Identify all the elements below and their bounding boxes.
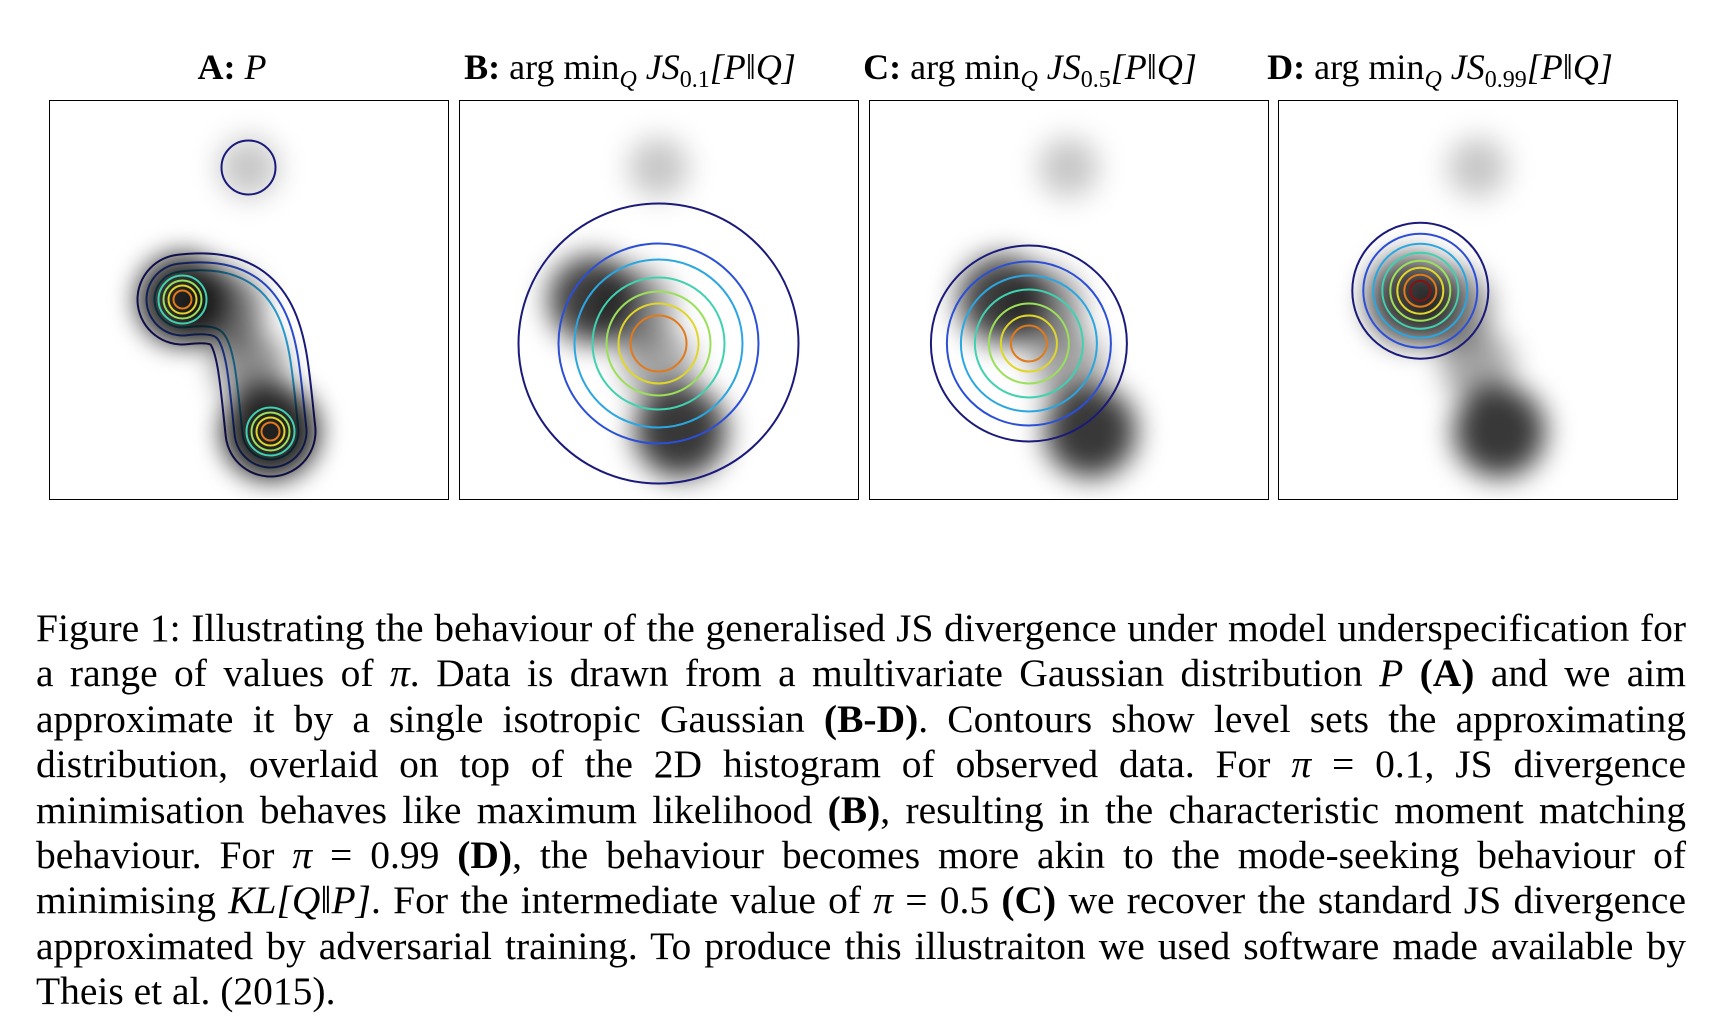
histogram-cluster (1039, 138, 1099, 198)
caption-pi-4: π (873, 878, 894, 923)
caption-pi-3: π (292, 833, 313, 878)
panel-c-svg (870, 101, 1267, 498)
panel-d-title (1230, 42, 1650, 92)
panel-b-svg (460, 101, 857, 498)
panel-c-plot (869, 100, 1269, 500)
caption-s4: . Contours show level sets the approximating distribution, overlaid on top of the 2D histogram of observed data. For (36, 696, 1686, 787)
panel-b-title (420, 42, 840, 92)
histogram-cluster (1448, 138, 1508, 198)
caption-a-label: (A) (1419, 651, 1475, 696)
figure-caption (36, 606, 1686, 1015)
panel-c-args: [P‖Q] (1110, 47, 1197, 87)
histogram-cluster (223, 336, 283, 396)
panel-a-func: P (244, 47, 267, 87)
panel-b-args: [P‖Q] (709, 47, 796, 87)
data-histogram (1368, 138, 1546, 478)
panel-c-argmin: arg min (910, 47, 1021, 87)
histogram-cluster (635, 386, 727, 478)
panel-b-argmin: arg min (509, 47, 620, 87)
panel-b-func: JS (645, 47, 680, 87)
caption-bd-label: (B-D) (823, 696, 919, 741)
panel-a-title (22, 42, 442, 92)
panel-b-argmin-sub: Q (619, 67, 637, 94)
panel-c-title (820, 42, 1240, 92)
panel-b-pi: 0.1 (679, 67, 710, 94)
caption-c-label: (C) (1001, 878, 1057, 923)
panel-c-argmin-sub: Q (1020, 67, 1038, 94)
caption-eq1: = 0.1, JS divergence minimisation behaves like maximum likelihood (36, 742, 1686, 832)
panel-d-argmin-sub: Q (1424, 67, 1442, 94)
panel-a-svg (50, 101, 447, 498)
caption-P: P (1379, 651, 1404, 696)
caption-s5: , resulting in the characteristic moment matching behaviour. For (36, 787, 1686, 878)
caption-eq3: = 0.5 (893, 878, 1002, 923)
caption-d-label: (D) (457, 833, 513, 878)
histogram-cluster (219, 138, 279, 198)
caption-b-label: (B) (827, 787, 881, 832)
panel-a-plot (49, 100, 449, 500)
histogram-cluster (629, 138, 689, 198)
caption-kl: KL[Q‖P] (228, 878, 372, 923)
caption-pi-2: π (1291, 742, 1312, 787)
caption-eq2: = 0.99 (312, 833, 458, 878)
histogram-cluster (1045, 386, 1137, 478)
panel-d-plot (1278, 100, 1678, 500)
caption-s3: and we aim approximate it by a single isotropic Gaussian (36, 651, 1686, 741)
panel-c-pi: 0.5 (1080, 67, 1111, 94)
histogram-cluster (227, 388, 315, 476)
panel-d-argmin: arg min (1314, 47, 1425, 87)
panel-a-letter: A: (197, 47, 236, 87)
panel-d-args: [P‖Q] (1526, 47, 1613, 87)
panel-c-func: JS (1046, 47, 1081, 87)
data-histogram (549, 138, 727, 478)
caption-s2: . Data is drawn from a multivariate Gaussian distribution (409, 651, 1380, 696)
caption-s1: Figure 1: Illustrating the behaviour of the generalised JS divergence under model underspecification for a range of values of (36, 606, 1686, 696)
histogram-cluster (1454, 386, 1546, 478)
panel-c-letter: C: (863, 47, 902, 87)
caption-s6: , the behaviour becomes more akin to the mode-seeking behaviour of minimising (36, 833, 1686, 923)
panel-d-letter: D: (1267, 47, 1306, 87)
panel-b-plot (459, 100, 859, 500)
caption-s7: . For the intermediate value of (371, 878, 874, 923)
caption-pi-1: π (390, 651, 410, 696)
panel-b-letter: B: (464, 47, 501, 87)
panel-d-svg (1279, 101, 1676, 498)
panel-d-pi: 0.99 (1484, 67, 1527, 94)
panel-d-func: JS (1450, 47, 1485, 87)
caption-s8: we recover the standard JS divergence approximated by adversarial training. To produce this illustraiton we used software made available by Theis et al. (2015). (36, 878, 1686, 1014)
